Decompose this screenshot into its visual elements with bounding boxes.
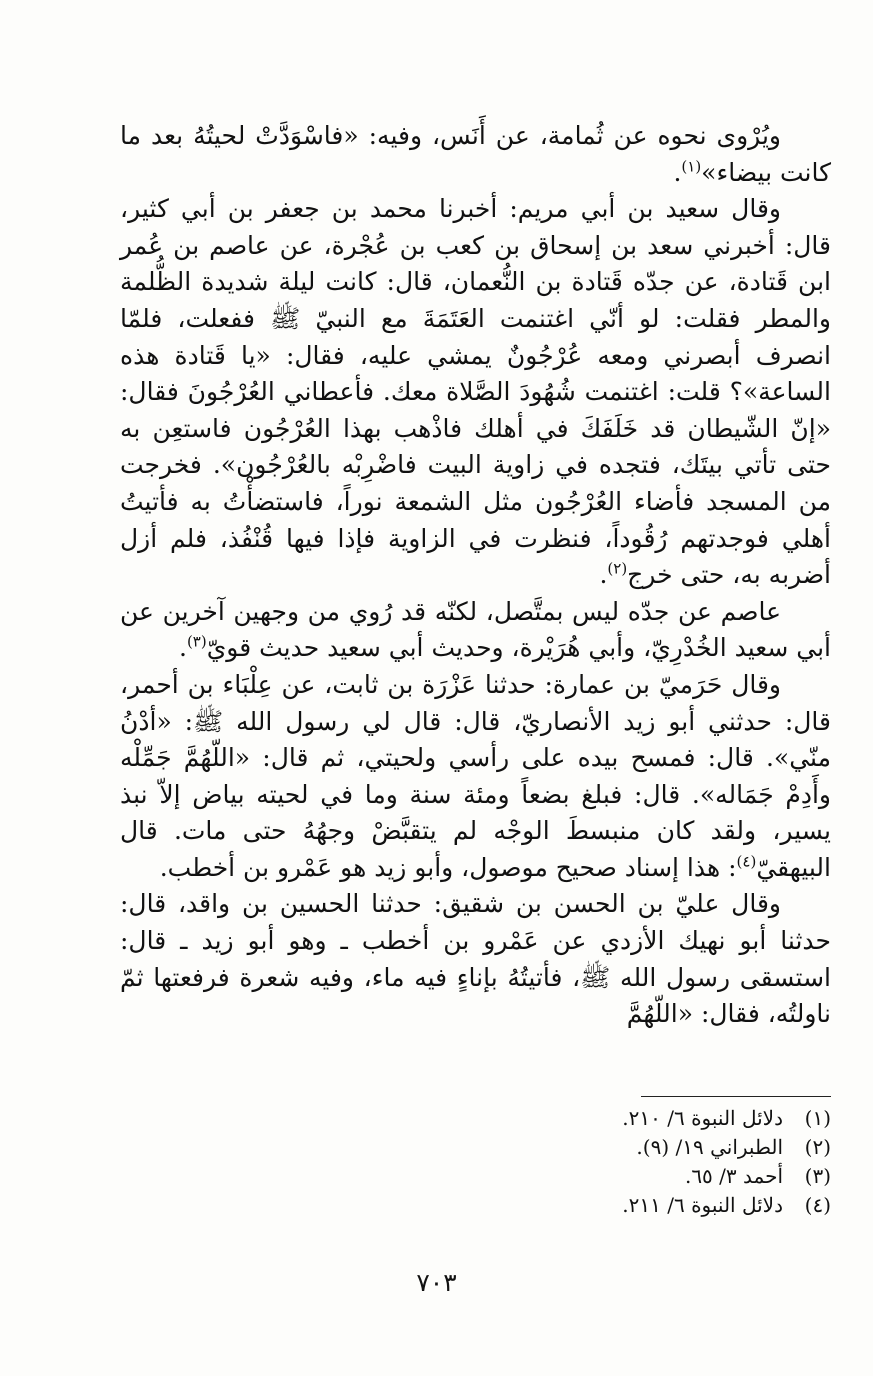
- page-number: ٧٠٣: [416, 1268, 457, 1297]
- footnote-number: (٢): [804, 1135, 831, 1159]
- footnote-text: دلائل النبوة ٦/ ٢١١.: [622, 1193, 783, 1217]
- footnotes-list: [200, 1104, 831, 1220]
- paragraph-1: ويُرْوى نحوه عن ثُمامة، عن أَنَس، وفيه: «فاسْوَدَّتْ لحيتُهُ بعد ما كانت بيضاء»$^{(١)}$.: [120, 121, 831, 187]
- footnote-marker-4[interactable]: (٤): [736, 852, 757, 871]
- footnote-item: [200, 1191, 831, 1220]
- footnote-marker-2[interactable]: (٢): [607, 559, 628, 578]
- main-text: [120, 118, 831, 1033]
- footnote-separator: [641, 1096, 831, 1097]
- footnote-item: [200, 1162, 831, 1191]
- footnote-item: [200, 1104, 831, 1133]
- footnote-marker-1[interactable]: (١): [681, 157, 702, 176]
- footnote-number: (١): [804, 1106, 831, 1130]
- paragraph-4: وقال حَرَميّ بن عمارة: حدثنا عَزْرَة بن ثابت، عن عِلْبَاء بن أحمر، قال: حدثني أبو زيد الأنصاريّ، قال: قال لي رسول الله ﷺ: «أدْنُ منّي». قال: فمسح بيده على رأسي ولحيتي، ثم قال: «اللّهُمَّ جَمِّلْه وأَدِمْ جَمَاله». قال: فبلغ بضعاً ومئة سنة وما في لحيته بياض إلاّ نبذ يسير، ولقد كان منبسطَ الوجْه لم يتقبَّضْ وجهُهُ حتى مات. قال البيهقيّ$^{(٤)}$: هذا إسناد صحيح موصول، وأبو زيد هو عَمْرو بن أخطب.: [120, 669, 831, 882]
- footnote-text: أحمد ٣/ ٦٥.: [684, 1164, 783, 1188]
- footnote-marker-3[interactable]: (٣): [186, 632, 207, 651]
- footnote-item: [200, 1133, 831, 1162]
- footnote-number: (٣): [804, 1164, 831, 1188]
- paragraph-3: عاصم عن جدّه ليس بمتَّصل، لكنّه قد رُوي من وجهين آخرين عن أبي سعيد الخُدْرِيّ، وأبي هُرَيْرة، وحديث أبي سعيد حديث قويّ$^{(٣)}$.: [120, 596, 831, 663]
- footnote-number: (٤): [804, 1193, 831, 1217]
- footnote-text: دلائل النبوة ٦/ ٢١٠.: [622, 1106, 783, 1130]
- footnote-text: الطبراني ١٩/ (٩).: [636, 1135, 783, 1159]
- paragraph-5: وقال عليّ بن الحسن بن شقيق: حدثنا الحسين بن واقد، قال: حدثنا أبو نهيك الأزدي عن عَمْرو بن أخطب ـ وهو أبو زيد ـ قال: استسقى رسول الله ﷺ، فأتيتُهُ بإناءٍ فيه ماء، وفيه شعرة فرفعتها ثمّ ناولتُه، فقال: «اللّهُمَّ: [120, 889, 831, 1029]
- paragraph-2: وقال سعيد بن أبي مريم: أخبرنا محمد بن جعفر بن أبي كثير، قال: أخبرني سعد بن إسحاق بن كعب بن عُجْرة، عن عاصم بن عُمر ابن قَتادة، عن جدّه قَتادة بن النُّعمان، قال: كانت ليلة شديدة الظُّلمة والمطر فقلت: لو أنّي اغتنمت العَتَمَةَ مع النبيّ ﷺ ففعلت، فلمّا انصرف أبصرني ومعه عُرْجُونٌ يمشي عليه، فقال: «يا قَتادة هذه الساعة»؟ قلت: اغتنمت شُهُودَ الصَّلاة معك. فأعطاني العُرْجُونَ فقال: «إنّ الشّيطان قد خَلَفَكَ في أهلك فاذْهب بهذا العُرْجُون فاستعِن به حتى تأتي بيتَك، فتجده في زاوية البيت فاضْرِبْه بالعُرْجُون». فخرجت من المسجد فأضاء العُرْجُون مثل الشمعة نوراً، فاستضأْتُ به فأتيتُ أهلي فوجدتهم رُقُوداً، فنظرت في الزاوية فإذا فيها قُنْفُذ، فلم أزل أضربه به، حتى خرج$^{(٢)}$.: [120, 194, 831, 590]
